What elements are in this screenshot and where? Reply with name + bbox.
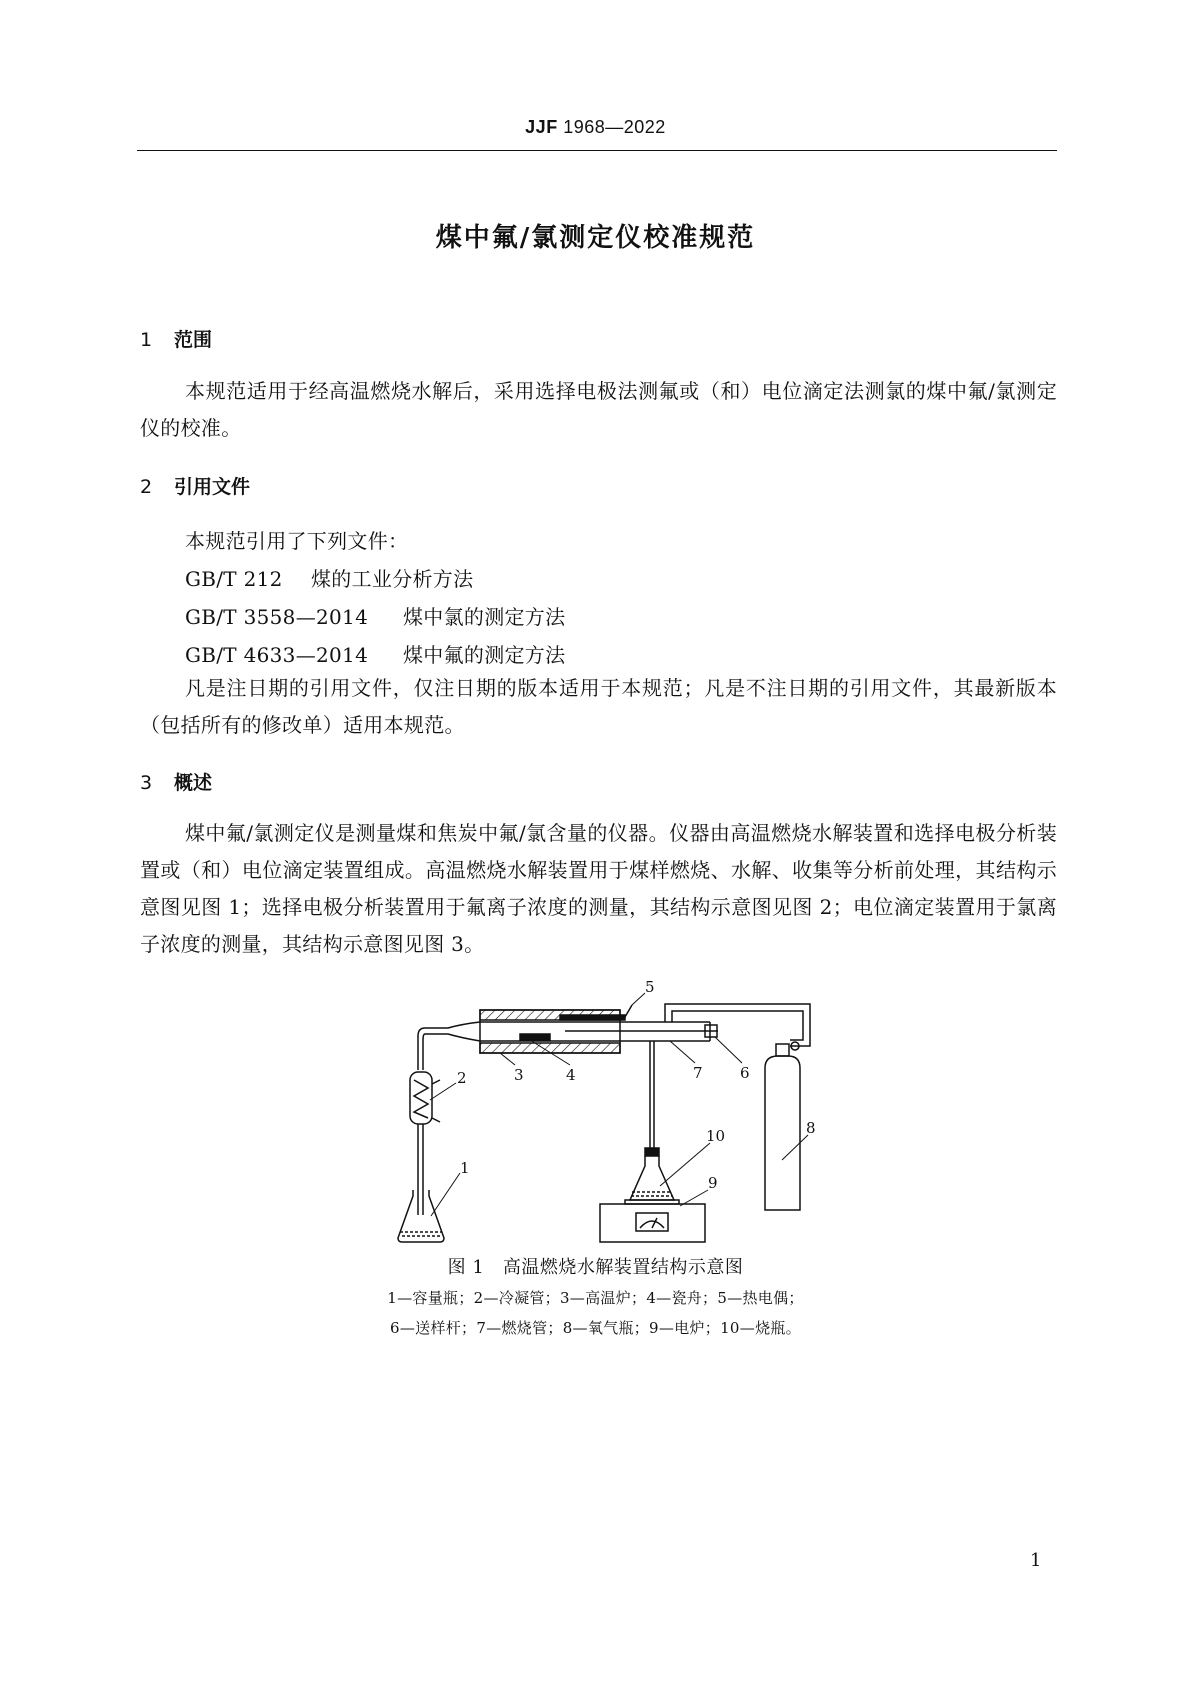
section-title: 引用文件 bbox=[174, 476, 251, 498]
leader-lines bbox=[430, 993, 808, 1216]
reference-code: GB/T 212 bbox=[185, 567, 283, 591]
header-rule bbox=[137, 150, 1057, 151]
section-1-paragraph: 本规范适用于经高温燃烧水解后，采用选择电极法测氟或（和）电位滴定法测氯的煤中氟/氯测定仪的校准。 bbox=[140, 379, 1057, 440]
reference-item bbox=[185, 639, 565, 668]
code-number: 1968—2022 bbox=[563, 117, 666, 137]
sample-rod bbox=[565, 1025, 718, 1037]
apparatus-diagram bbox=[0, 970, 1191, 1250]
volumetric-flask bbox=[398, 1190, 444, 1242]
label-10: 10 bbox=[706, 1127, 726, 1145]
reference-name: 煤中氟的测定方法 bbox=[403, 643, 566, 667]
label-8: 8 bbox=[806, 1119, 816, 1137]
references-note: 凡是注日期的引用文件，仅注日期的版本适用于本规范；凡是不注日期的引用文件，其最新版本（包括所有的修改单）适用本规范。 bbox=[140, 676, 1057, 737]
section-number: 1 bbox=[140, 329, 153, 351]
condenser bbox=[410, 1028, 440, 1215]
section-3-paragraph: 煤中氟/氯测定仪是测量煤和焦炭中氟/氯含量的仪器。仪器由高温燃烧水解装置和选择电极分析装置或（和）电位滴定装置组成。高温燃烧水解装置用于煤样燃烧、水解、收集等分析前处理，其结构示意图见图 1；选择电极分析装置用于氟离子浓度的测量，其结构示意图见图 2；电位滴定装置用于氯离子浓度的测量，其结构示意图见图 3。 bbox=[140, 821, 1057, 956]
absorption-line bbox=[650, 1041, 654, 1150]
porcelain-boat bbox=[520, 1034, 550, 1040]
figure-caption: 图 1 高温燃烧水解装置结构示意图 bbox=[447, 1257, 744, 1278]
section-3-heading bbox=[140, 768, 212, 795]
flask bbox=[630, 1148, 674, 1200]
reference-item bbox=[185, 601, 565, 630]
document-title: 煤中氟/氯测定仪校准规范 bbox=[435, 223, 756, 253]
reference-name: 煤的工业分析方法 bbox=[311, 567, 474, 591]
reference-name: 煤中氯的测定方法 bbox=[403, 605, 566, 629]
section-number: 2 bbox=[140, 476, 153, 498]
label-7: 7 bbox=[693, 1064, 703, 1082]
references-intro: 本规范引用了下列文件： bbox=[185, 529, 409, 553]
code-prefix: JJF bbox=[525, 117, 558, 137]
figure-legend-line: 1—容量瓶；2—冷凝管；3—高温炉；4—瓷舟；5—热电偶； bbox=[387, 1289, 804, 1307]
label-6: 6 bbox=[740, 1064, 750, 1082]
section-number: 3 bbox=[140, 772, 153, 794]
label-9: 9 bbox=[708, 1174, 718, 1192]
figure-legend-line: 6—送样杆；7—燃烧管；8—氧气瓶；9—电炉；10—烧瓶。 bbox=[390, 1319, 801, 1337]
page-number: 1 bbox=[1030, 1550, 1042, 1571]
electric-furnace bbox=[600, 1200, 705, 1242]
section-title: 概述 bbox=[174, 772, 213, 794]
reference-code: GB/T 3558—2014 bbox=[185, 605, 369, 629]
label-4: 4 bbox=[566, 1066, 576, 1084]
label-3: 3 bbox=[514, 1066, 524, 1084]
reference-code: GB/T 4633—2014 bbox=[185, 643, 369, 667]
gas-line bbox=[665, 1004, 810, 1046]
label-1: 1 bbox=[460, 1159, 470, 1177]
section-1-heading bbox=[140, 325, 212, 352]
label-2: 2 bbox=[457, 1069, 467, 1087]
oxygen-cylinder bbox=[765, 1042, 800, 1210]
label-5: 5 bbox=[645, 978, 655, 996]
section-2-heading bbox=[140, 472, 250, 499]
document-code bbox=[0, 117, 1191, 138]
reference-item bbox=[185, 563, 473, 592]
section-title: 范围 bbox=[174, 329, 213, 351]
